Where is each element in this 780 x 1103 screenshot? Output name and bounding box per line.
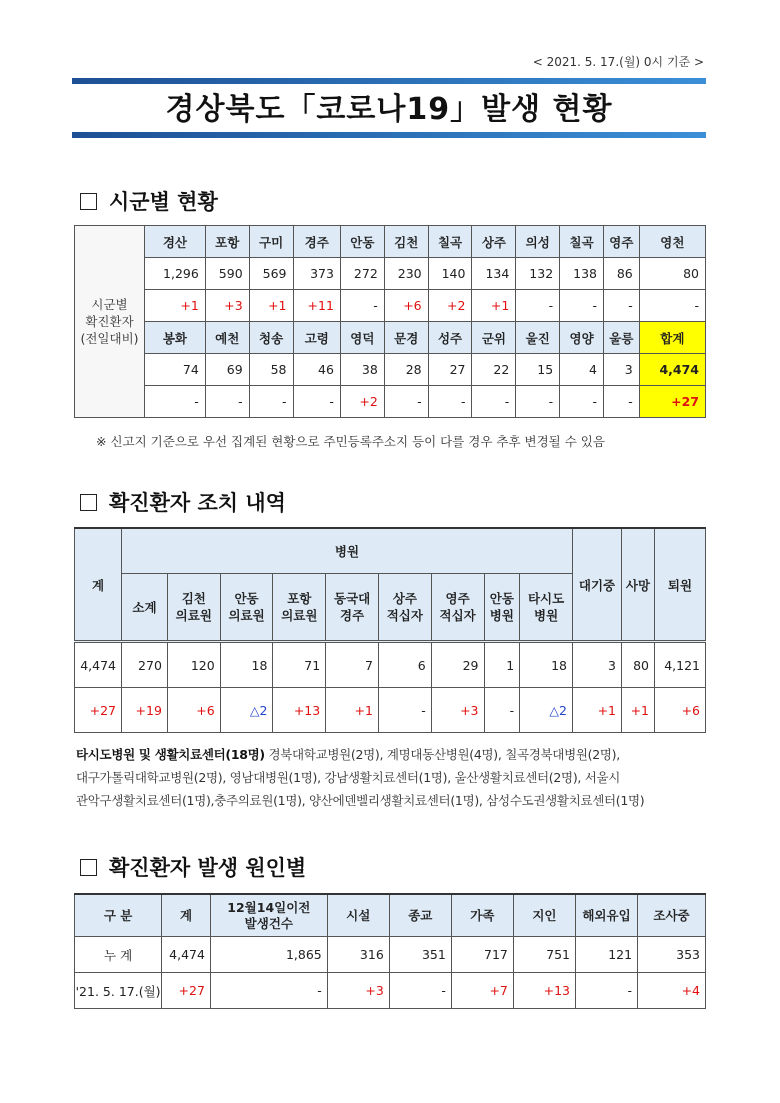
hospital-detail-paragraph: [76, 743, 708, 812]
city-change-cell: -: [340, 290, 384, 322]
section-heading-measures: [80, 487, 286, 517]
city-change-cell: +1: [472, 290, 516, 322]
cause-header: 가족: [451, 894, 513, 937]
city-name-cell: 칠곡: [428, 226, 472, 258]
city-name-cell: 성주: [428, 322, 472, 354]
city-change-cell: +6: [384, 290, 428, 322]
city-name-cell: 구미: [249, 226, 293, 258]
city-name-cell: 청송: [249, 322, 293, 354]
measures-subheader: 안동 병원: [484, 574, 520, 642]
measures-change-cell: +13: [273, 688, 326, 733]
measures-subheader: 동국대 경주: [326, 574, 379, 642]
cause-cell: +4: [638, 973, 706, 1009]
cause-cell: +7: [451, 973, 513, 1009]
section-heading-cause-text: 확진환자 발생 원인별: [109, 856, 307, 880]
city-total-cell: 138: [560, 258, 604, 290]
city-name-cell: 경산: [145, 226, 206, 258]
city-total-cell: 86: [604, 258, 640, 290]
city-name-cell: 칠곡: [560, 226, 604, 258]
measures-subheader: 타시도 병원: [520, 574, 573, 642]
city-total-cell: 569: [249, 258, 293, 290]
measures-total-cell: 120: [167, 642, 220, 688]
checkbox-square-icon: [80, 859, 97, 876]
section-heading-city-text: 시군별 현황: [109, 190, 218, 214]
measures-change-cell: +19: [122, 688, 168, 733]
section-heading-measures-text: 확진환자 조치 내역: [109, 491, 286, 515]
city-change-cell: +1: [145, 290, 206, 322]
city-name-cell: 의성: [516, 226, 560, 258]
measures-change-cell: +6: [167, 688, 220, 733]
city-row: [75, 258, 706, 290]
measures-total-cell: 80: [622, 642, 655, 688]
city-change-cell: +3: [205, 290, 249, 322]
note-text: ※ 신고지 기준으로 우선 집계된 현황으로 주민등록주소지 등이 다를 경우 추후 변경될 수 있음: [96, 434, 605, 449]
measures-death-header: 사망: [622, 528, 655, 642]
city-name-cell: 예천: [205, 322, 249, 354]
checkbox-square-icon: [80, 494, 97, 511]
title-bottom-bar: [72, 132, 706, 138]
measures-total-cell: 4,121: [655, 642, 706, 688]
city-total-cell: 132: [516, 258, 560, 290]
city-name-cell: 경주: [293, 226, 340, 258]
city-name-cell: 영덕: [340, 322, 384, 354]
hospital-detail-line2: 대구가톨릭대학교병원(2명), 영남대병원(1명), 강남생활치료센터(1명), 울산생활치료센터(2명), 서울시: [76, 770, 621, 785]
cause-header: 시설: [327, 894, 389, 937]
cause-cell: -: [576, 973, 638, 1009]
measures-subheader: 포항 의료원: [273, 574, 326, 642]
city-name-cell: 합계: [639, 322, 705, 354]
city-total-cell: 140: [428, 258, 472, 290]
city-change-cell: -: [205, 386, 249, 418]
cause-cell: -: [389, 973, 451, 1009]
cause-cell: 351: [389, 937, 451, 973]
cause-cell: 717: [451, 937, 513, 973]
cause-header-row: [75, 894, 706, 937]
city-name-cell: 영양: [560, 322, 604, 354]
cause-header: 구 분: [75, 894, 162, 937]
measures-table: [74, 527, 706, 733]
city-total-cell: 1,296: [145, 258, 206, 290]
city-row: [75, 386, 706, 418]
page-title: 경상북도「코로나19」발생 현황: [165, 92, 613, 127]
measures-change-cell: +1: [573, 688, 622, 733]
city-change-cell: -: [639, 290, 705, 322]
city-change-cell: -: [604, 290, 640, 322]
city-change-cell: +27: [639, 386, 705, 418]
city-row: [75, 290, 706, 322]
measures-total-header: 계: [75, 528, 122, 642]
city-row: [75, 354, 706, 386]
city-total-cell: 58: [249, 354, 293, 386]
city-change-cell: +1: [249, 290, 293, 322]
cause-header: 종교: [389, 894, 451, 937]
city-change-cell: -: [516, 290, 560, 322]
city-table: [74, 225, 706, 418]
measures-header-row: [75, 528, 706, 574]
city-change-cell: -: [293, 386, 340, 418]
cause-row-label: '21. 5. 17.(월): [75, 973, 162, 1009]
city-name-cell: 봉화: [145, 322, 206, 354]
section-heading-city: [80, 186, 218, 216]
city-name-cell: 영천: [639, 226, 705, 258]
hospital-detail-line3: 관악구생활치료센터(1명),충주의료원(1명), 양산에덴벨리생활치료센터(1명), 삼성수도권생활치료센터(1명): [76, 793, 645, 808]
cause-cell: +27: [162, 973, 211, 1009]
cause-cell: 121: [576, 937, 638, 973]
measures-change-cell: △2: [220, 688, 273, 733]
reference-date: < 2021. 5. 17.(월) 0시 기준 >: [532, 55, 704, 69]
cause-cell: -: [210, 973, 327, 1009]
city-total-cell: 15: [516, 354, 560, 386]
measures-totals-row: [75, 642, 706, 688]
measures-waiting-header: 대기중: [573, 528, 622, 642]
cause-cell: 751: [513, 937, 575, 973]
cause-row2: [75, 973, 706, 1009]
cause-header: 조사중: [638, 894, 706, 937]
city-name-cell: 김천: [384, 226, 428, 258]
hospital-detail-bold: 타시도병원 및 생활치료센터(18명): [76, 747, 265, 762]
measures-change-cell: +6: [655, 688, 706, 733]
city-change-cell: +11: [293, 290, 340, 322]
city-change-cell: -: [472, 386, 516, 418]
city-total-cell: 4,474: [639, 354, 705, 386]
city-name-cell: 영주: [604, 226, 640, 258]
measures-subheader: 김천 의료원: [167, 574, 220, 642]
city-change-cell: +2: [428, 290, 472, 322]
measures-total-cell: 18: [520, 642, 573, 688]
city-name-cell: 포항: [205, 226, 249, 258]
section-heading-cause: [80, 852, 306, 882]
cause-cell: +13: [513, 973, 575, 1009]
cause-cell: 1,865: [210, 937, 327, 973]
city-change-cell: -: [604, 386, 640, 418]
measures-total-cell: 3: [573, 642, 622, 688]
measures-total-cell: 18: [220, 642, 273, 688]
cause-header: 12월14일이전 발생건수: [210, 894, 327, 937]
cause-row-label: 누 계: [75, 937, 162, 973]
measures-change-cell: +1: [622, 688, 655, 733]
checkbox-square-icon: [80, 193, 97, 210]
measures-total-cell: 4,474: [75, 642, 122, 688]
city-total-cell: 230: [384, 258, 428, 290]
city-total-cell: 74: [145, 354, 206, 386]
city-change-cell: -: [384, 386, 428, 418]
measures-total-cell: 7: [326, 642, 379, 688]
city-total-cell: 590: [205, 258, 249, 290]
city-total-cell: 22: [472, 354, 516, 386]
measures-change-cell: +1: [326, 688, 379, 733]
city-change-cell: -: [428, 386, 472, 418]
cause-cell: 4,474: [162, 937, 211, 973]
city-name-cell: 고령: [293, 322, 340, 354]
cause-cell: 316: [327, 937, 389, 973]
cause-header: 계: [162, 894, 211, 937]
city-total-cell: 38: [340, 354, 384, 386]
city-left-label: 시군별 확진환자 (전일대비): [75, 226, 145, 418]
city-total-cell: 69: [205, 354, 249, 386]
city-name-cell: 울릉: [604, 322, 640, 354]
city-total-cell: 3: [604, 354, 640, 386]
measures-hospital-header: 병원: [122, 528, 573, 574]
city-change-cell: -: [516, 386, 560, 418]
hospital-detail-line1: 경북대학교병원(2명), 계명대동산병원(4명), 칠곡경북대병원(2명),: [264, 747, 620, 762]
city-row: [75, 322, 706, 354]
city-total-cell: 134: [472, 258, 516, 290]
cause-header: 해외유입: [576, 894, 638, 937]
measures-change-cell: △2: [520, 688, 573, 733]
measures-change-cell: -: [378, 688, 431, 733]
city-change-cell: -: [560, 290, 604, 322]
measures-total-cell: 71: [273, 642, 326, 688]
cause-row1: [75, 937, 706, 973]
measures-total-cell: 1: [484, 642, 520, 688]
city-row: [75, 226, 706, 258]
city-name-cell: 문경: [384, 322, 428, 354]
city-total-cell: 46: [293, 354, 340, 386]
city-name-cell: 군위: [472, 322, 516, 354]
measures-changes-row: [75, 688, 706, 733]
measures-change-cell: +3: [431, 688, 484, 733]
city-total-cell: 4: [560, 354, 604, 386]
measures-subheader: 안동 의료원: [220, 574, 273, 642]
city-total-cell: 272: [340, 258, 384, 290]
city-name-cell: 상주: [472, 226, 516, 258]
city-change-cell: -: [249, 386, 293, 418]
measures-subheader: 영주 적십자: [431, 574, 484, 642]
measures-total-cell: 6: [378, 642, 431, 688]
measures-total-cell: 29: [431, 642, 484, 688]
city-total-cell: 28: [384, 354, 428, 386]
city-total-cell: 373: [293, 258, 340, 290]
cause-header: 지인: [513, 894, 575, 937]
city-name-cell: 울진: [516, 322, 560, 354]
city-name-cell: 안동: [340, 226, 384, 258]
cause-cell: 353: [638, 937, 706, 973]
measures-change-cell: +27: [75, 688, 122, 733]
cause-table: [74, 893, 706, 1009]
city-change-cell: +2: [340, 386, 384, 418]
measures-subheader: 상주 적십자: [378, 574, 431, 642]
city-total-cell: 80: [639, 258, 705, 290]
measures-total-cell: 270: [122, 642, 168, 688]
city-change-cell: -: [560, 386, 604, 418]
measures-subheader: 소계: [122, 574, 168, 642]
measures-change-cell: -: [484, 688, 520, 733]
city-change-cell: -: [145, 386, 206, 418]
city-total-cell: 27: [428, 354, 472, 386]
cause-cell: +3: [327, 973, 389, 1009]
measures-discharged-header: 퇴원: [655, 528, 706, 642]
